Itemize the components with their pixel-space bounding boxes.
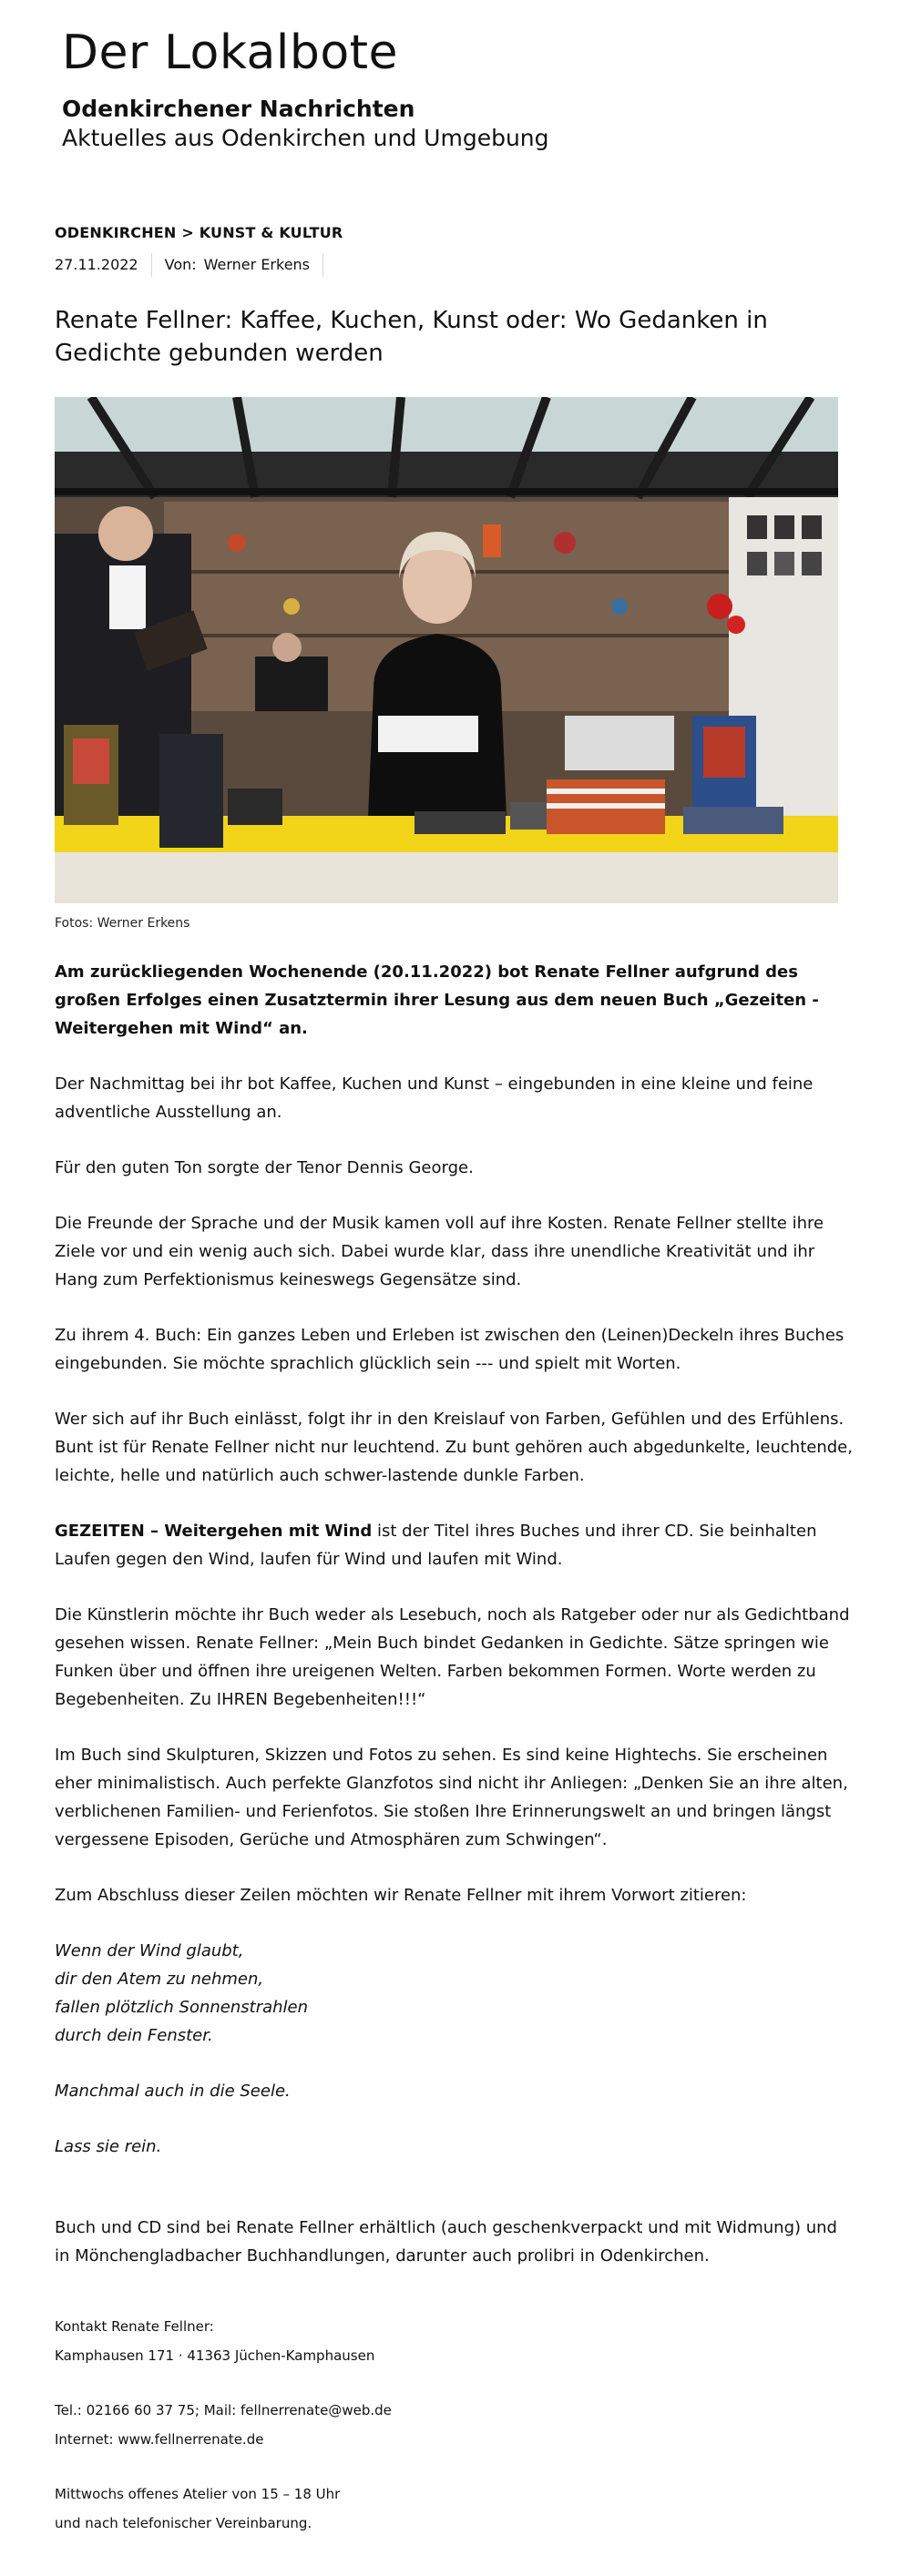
masthead	[62, 24, 549, 153]
contact-block	[55, 2479, 856, 2538]
poem-line: Wenn der Wind glaubt,	[55, 1941, 244, 1960]
title-paragraph-text: ist der Titel ihres Buches und ihrer CD. Sie beinhalten Laufen gegen den Wind, laufen für Wind und laufen mit Wind.	[55, 1522, 817, 1569]
closing-paragraph: Buch und CD sind bei Renate Fellner erhältlich (auch geschenkverpackt und mit Widmung) und in Mönchengladbacher Buchhandlungen, darunter auch prolibri in Odenkirchen.	[55, 2218, 837, 2265]
atelier-hours: Mittwochs offenes Atelier von 15 – 18 Uhr	[55, 2486, 341, 2502]
contact-address: Kamphausen 171 · 41363 Jüchen-Kamphausen	[55, 2347, 375, 2364]
article-paragraph: Der Nachmittag bei ihr bot Kaffee, Kuchen und Kunst – eingebunden in eine kleine und feine adventliche Ausstellung an.	[55, 1074, 814, 1122]
photo-credit: Fotos: Werner Erkens	[55, 916, 190, 931]
poem-line: Manchmal auch in die Seele.	[55, 2082, 291, 2101]
book-title: GEZEITEN – Weitergehen mit Wind	[55, 1522, 373, 1541]
site-subtitle: Aktuelles aus Odenkirchen und Umgebung	[62, 125, 549, 151]
meta-divider	[151, 253, 152, 277]
poem-line: durch dein Fenster.	[55, 2026, 213, 2045]
article-lead: Am zurückliegenden Wochenende (20.11.2022) bot Renate Fellner aufgrund des großen Erfolges einen Zusatztermin ihrer Lesung aus dem neuen Buch „Gezeiten - Weitergehen mit Wind“ an.	[55, 962, 819, 1038]
article-paragraph: Wer sich auf ihr Buch einlässt, folgt ihr in den Kreislauf von Farben, Gefühlen und des Erfühlens. Bunt ist für Renate Fellner nicht nur leuchtend. Zu bunt gehören auch abgedunkelte, leuchtende, leichte, helle und natürlich auch schwer-lastende dunkle Farben.	[55, 1410, 853, 1485]
article-paragraph: Die Freunde der Sprache und der Musik kamen voll auf ihre Kosten. Renate Fellner stellte ihre Ziele vor und ein wenig auch sich. Dabei wurde klar, dass ihre unendliche Kreativität und ihr Hang zum Perfektionismus keineswegs Gegensätze sind.	[55, 1214, 824, 1289]
contact-block	[55, 2396, 856, 2454]
poem-line: Lass sie rein.	[55, 2137, 162, 2156]
author-label: Von:	[164, 256, 197, 273]
site-subtitle-bold: Odenkirchener Nachrichten	[62, 96, 415, 122]
article-photo[interactable]	[55, 397, 838, 903]
meta-divider	[322, 253, 323, 277]
contact-block	[55, 2312, 856, 2370]
site-name[interactable]: Der Lokalbote	[62, 25, 399, 80]
article-author: Werner Erkens	[203, 256, 311, 273]
poem-line: fallen plötzlich Sonnenstrahlen	[55, 1998, 309, 2017]
poem-stanza	[55, 2133, 856, 2161]
contact-tel-mail[interactable]: Tel.: 02166 60 37 75; Mail: fellnerrenate@web.de	[55, 2402, 392, 2418]
poem-stanza	[55, 2077, 856, 2105]
poem-stanza	[55, 1937, 856, 2050]
breadcrumb-separator: >	[181, 224, 194, 241]
atelier-appointment: und nach telefonischer Vereinbarung.	[55, 2515, 312, 2531]
article-paragraph: Zum Abschluss dieser Zeilen möchten wir Renate Fellner mit ihrem Vorwort zitieren:	[55, 1886, 747, 1905]
article-paragraph: Die Künstlerin möchte ihr Buch weder als Lesebuch, noch als Ratgeber oder nur als Gedichtband gesehen wissen. Renate Fellner: „Mein Buch bindet Gedanken in Gedichte. Sätze springen wie Funken über und öffnen ihre ureigenen Welten. Farben bekommen Formen. Worte werden zu Begebenheiten. Zu IHREN Begebenheiten!!!“	[55, 1605, 850, 1709]
contact-label: Kontakt Renate Fellner:	[55, 2318, 214, 2335]
photo-illustration	[55, 397, 838, 903]
breadcrumb-category[interactable]: KUNST & KULTUR	[199, 224, 343, 241]
contact-internet[interactable]: Internet: www.fellnerrenate.de	[55, 2431, 264, 2448]
breadcrumb-section[interactable]: ODENKIRCHEN	[55, 224, 177, 241]
article-headline: Renate Fellner: Kaffee, Kuchen, Kunst oder: Wo Gedanken in Gedichte gebunden werden	[55, 307, 768, 367]
article-paragraph: Für den guten Ton sorgte der Tenor Dennis George.	[55, 1158, 474, 1177]
article-paragraph: Im Buch sind Skulpturen, Skizzen und Fotos zu sehen. Es sind keine Hightechs. Sie erscheinen eher minimalistisch. Auch perfekte Glanzfotos sind nicht ihr Anliegen: „Denken Sie an ihre alten, verblichenen Familien- und Ferienfotos. Sie stoßen Ihre Erinnerungswelt an und bringen längst vergessene Episoden, Gerüche und Atmosphären zum Schwingen“.	[55, 1746, 848, 1849]
article	[55, 222, 856, 2538]
article-paragraph: Zu ihrem 4. Buch: Ein ganzes Leben und Erleben ist zwischen den (Leinen)Deckeln ihres Buches eingebunden. Sie möchte sprachlich glücklich sein --- und spielt mit Worten.	[55, 1326, 844, 1373]
poem-line: dir den Atem zu nehmen,	[55, 1970, 264, 1989]
article-date: 27.11.2022	[55, 256, 138, 273]
article-meta	[55, 253, 856, 277]
breadcrumb	[55, 222, 856, 244]
title-paragraph	[55, 1517, 856, 1573]
